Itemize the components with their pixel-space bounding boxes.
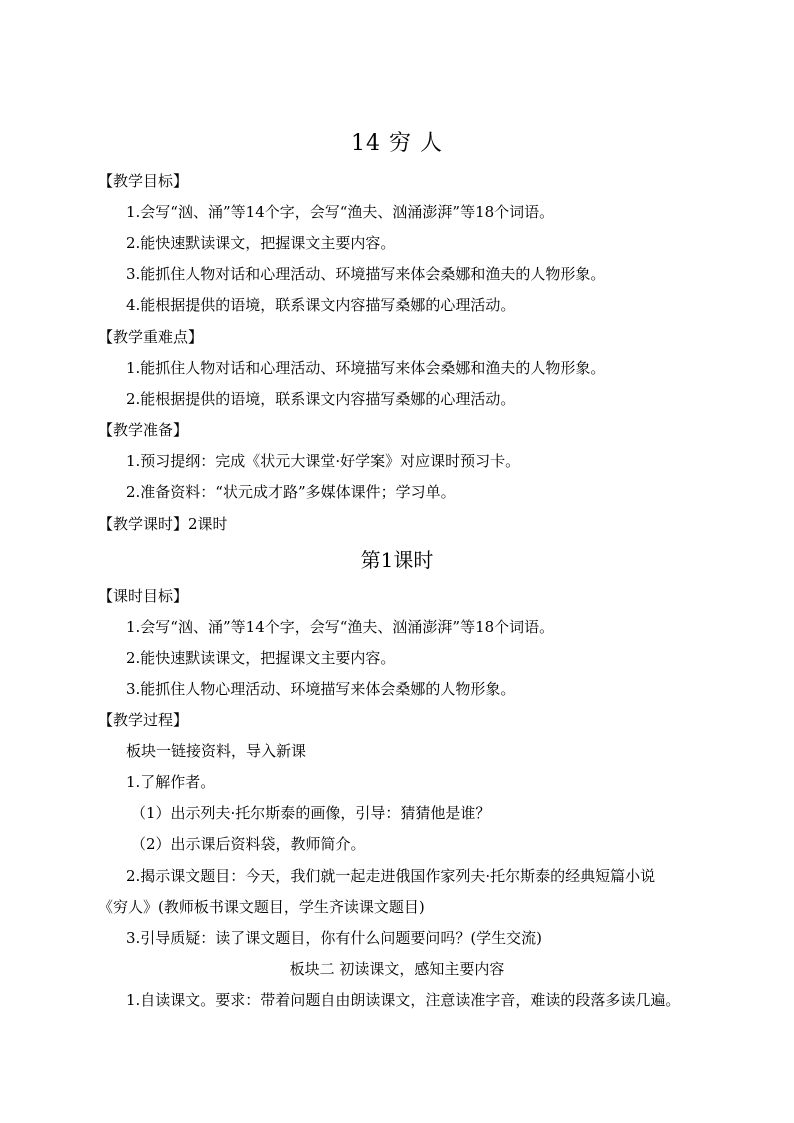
goal-item: 4.能根据提供的语境，联系课文内容描写桑娜的心理活动。 [126, 296, 516, 314]
section-heading-prep: 【教学准备】 [98, 421, 189, 439]
process-step: 1.自读课文。要求：带着问题自由朗读课文，注意读准字音，难读的段落多读几遍。 [126, 991, 681, 1009]
lesson-goal-item: 3.能抓住人物心理活动、环境描写来体会桑娜的人物形象。 [126, 680, 516, 698]
process-substep: （2）出示课后资料袋，教师简介。 [131, 835, 366, 853]
goal-item: 3.能抓住人物对话和心理活动、环境描写来体会桑娜和渔夫的人物形象。 [126, 265, 606, 283]
lesson-title: 第1课时 [360, 548, 434, 572]
process-step-continuation: 《穷人》(教师板书课文题目，学生齐读课文题目) [98, 898, 425, 916]
section-heading-process: 【教学过程】 [98, 711, 189, 729]
process-step: 3.引导质疑：读了课文题目，你有什么问题要问吗？(学生交流) [126, 929, 543, 947]
goal-item: 1.会写“汹、涌”等14个字，会写“渔夫、汹涌澎湃”等18个词语。 [126, 203, 555, 221]
prep-item: 2.准备资料：“状元成才路”多媒体课件；学习单。 [126, 483, 456, 501]
process-step: 1.了解作者。 [126, 773, 216, 791]
process-substep: （1）出示列夫·托尔斯泰的画像，引导：猜猜他是谁？ [131, 804, 491, 822]
block-heading: 板块二 初读课文，感知主要内容 [289, 960, 505, 978]
section-heading-lesson-goals: 【课时目标】 [98, 587, 189, 605]
keypoint-item: 2.能根据提供的语境，联系课文内容描写桑娜的心理活动。 [126, 390, 516, 408]
section-heading-keypoints: 【教学重难点】 [98, 328, 204, 346]
lesson-goal-item: 1.会写“汹、涌”等14个字，会写“渔夫、汹涌澎湃”等18个词语。 [126, 618, 555, 636]
goal-item: 2.能快速默读课文，把握课文主要内容。 [126, 234, 396, 252]
process-step: 2.揭示课文题目：今天，我们就一起走进俄国作家列夫·托尔斯泰的经典短篇小说 [126, 867, 656, 885]
prep-item: 1.预习提纲：完成《状元大课堂·好学案》对应课时预习卡。 [126, 452, 521, 470]
section-heading-hours: 【教学课时】2课时 [98, 515, 228, 533]
section-heading-goals: 【教学目标】 [98, 172, 189, 190]
block-heading: 板块一链接资料，导入新课 [126, 742, 307, 760]
lesson-goal-item: 2.能快速默读课文，把握课文主要内容。 [126, 649, 396, 667]
keypoint-item: 1.能抓住人物对话和心理活动、环境描写来体会桑娜和渔夫的人物形象。 [126, 359, 606, 377]
page-title: 14 穷 人 [351, 131, 443, 156]
